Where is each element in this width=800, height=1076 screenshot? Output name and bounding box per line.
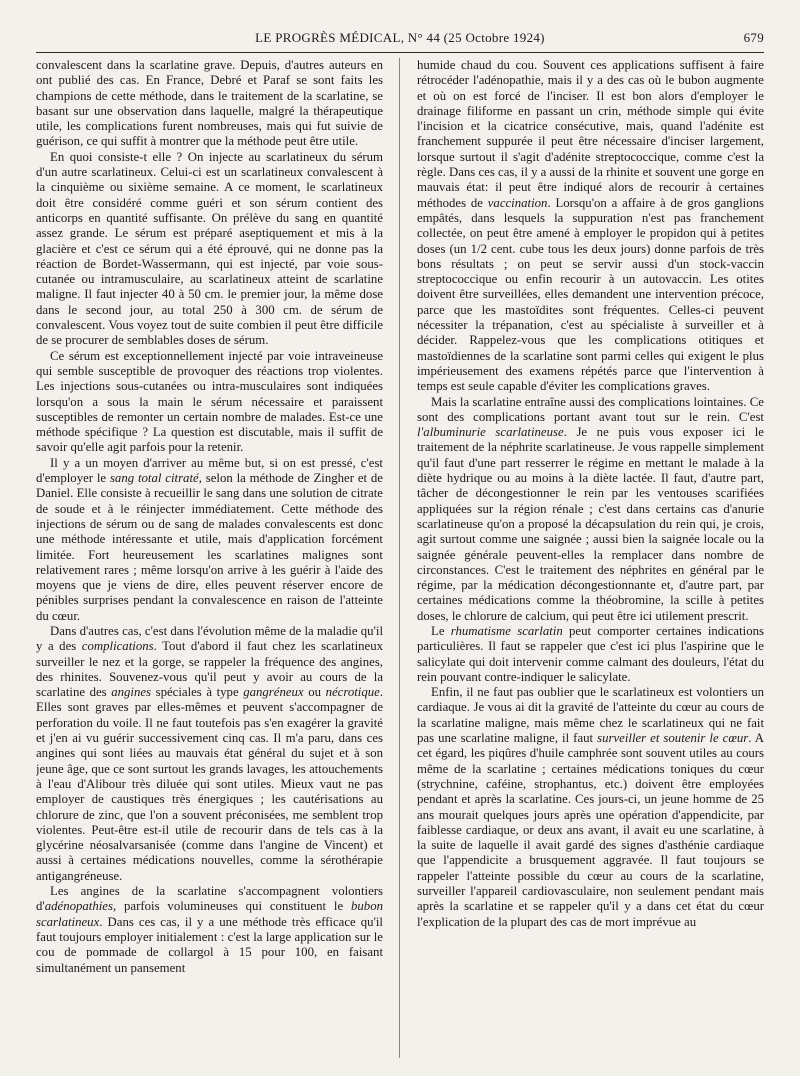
running-title: LE PROGRÈS MÉDICAL, N° 44 (25 Octobre 1924) — [255, 30, 545, 45]
paragraph — [417, 395, 764, 624]
paragraph — [36, 456, 383, 624]
text-run: ou — [303, 685, 326, 700]
text-run: Dans d'autres cas, c'est dans l'évolution même de la maladie qu'il y a des — [36, 623, 383, 654]
text-run: . Je ne puis vous exposer ici le traitement de la néphrite scarlatineuse. Je vous rappelle simplement qu'il faut d'une part resserrer le régime en mettant le malade à la diète hydrique ou au moins à la diète lactée. Il faut, d'autre part, tâcher de décongestionner le rein par les ventouses scarifiées appliquées sur la région rénale ; c'est dans certains cas d'anurie scarlatineuse qu'on a proposé la décapsulation du rein qui, je crois, agit surtout comme une saignée ; aussi bien la saignée locale ou la saignée générale peuvent-elles la remplacer dans nombre de circonstances. C'est le traitement des néphrites en général par le régime, par la médication décongestionnante et, d'autre part, par certaines médications comme la théobromine, la scille à petites doses, le chlorure de calcium, qui peut être ici utilement prescrit. — [417, 425, 764, 623]
italic-text: angines — [111, 685, 152, 700]
page-number: 679 — [743, 30, 764, 45]
text-run: . Dans ces cas, il y a une méthode très efficace qu'il faut toujours employer initialement : c'est la large application sur le cou de pommade de collargol à 15 pour 100, en faisant simultanément un pansement — [36, 914, 383, 975]
text-run: peut comporter certaines indications particulières. Il faut se rappeler que c'est ici plus l'aspirine que le salicylate qui doit intervenir comme calmant des douleurs, l'état du rein pouvant contre-indiquer le salicylate. — [417, 623, 764, 684]
italic-text: adénopathies — [44, 899, 113, 914]
text-run: En quoi consiste-t elle ? On injecte au scarlatineux du sérum d'un autre scarlatineux. Celui-ci est un scarlatineux convalescent à la cinquième ou sixième semaine. A ce moment, le scarlatineux doit être considéré comme guéri et son sérum contient des anticorps en quantité suffisante. On prélève du sang en quantité assez grande. Le sérum est préparé aseptiquement et mis à la glacière et c'est ce sérum qui a été éprouvé, qui ne donne pas la réaction de Bordet-Wassermann, qui est injecté, par voie sous-cutanée ou intramusculaire, au scarlatineux atteint de scarlatine maligne. Il faut injecter 40 à 50 cm. le premier jour, la même dose dans le second jour, au total 250 à 300 cm. de sérum de convalescent. Vous voyez tout de suite combien il peut être difficile de se procurer de semblables doses de sérum. — [36, 149, 383, 348]
italic-text: bubon scarlatineux — [36, 899, 383, 929]
italic-text: nécrotique — [325, 685, 380, 700]
paragraph — [36, 150, 383, 349]
italic-text: vaccination — [487, 195, 548, 210]
paragraph — [36, 624, 383, 884]
text-run: Les angines de la scarlatine s'accompagnent volontiers d' — [36, 884, 383, 914]
paragraph-continued — [36, 58, 383, 150]
text-run: Le — [431, 623, 451, 638]
text-run: . Tout d'abord il faut chez les scarlatineux surveiller le nez et la gorge, se rappeler la fréquence des angines, des rhinites. Souvenez-vous qu'il peut y avoir au cours de la scarlatine des — [36, 639, 383, 700]
column-divider — [399, 58, 400, 1058]
text-run: . Elles sont graves par elles-mêmes et peuvent s'accompagner de perforation du voile. Il ne faut toutefois pas s'en exagérer la gravité et j'en ai vu guérir successivement cinq cas. Il m'a paru, dans ces angines qui sont liées au mauvais état général du sujet et à son jeune âge, que ce sont surtout les grands lavages, les attouchements à l'eau d'Alibour très diluée qui sont utiles. Mieux vaut ne pas employer de caustiques très énergiques ; les cautérisations au chlorure de zinc, que l'on a souvent préconisées, me semblent trop violentes. Peut-être est-il utile de recourir dans de tels cas à la glycérine néosalvarsanisée (comme dans l'angine de Vincent) et aussi à certaines médications nouvelles, comme la sérothérapie antigangréneuse. — [36, 685, 383, 883]
paragraph-continued — [417, 58, 764, 395]
italic-text: surveiller et soutenir le cœur — [597, 731, 749, 746]
italic-text: complications — [81, 639, 154, 654]
italic-text: l'albuminurie scarlatineuse — [417, 425, 564, 440]
paragraph — [417, 624, 764, 685]
left-column — [36, 58, 383, 1064]
text-run: , selon la méthode de Zingher et de Daniel. Elle consiste à recueillir le sang dans une solution de citrate de soude et à le réinjecter immédiatement. Cette méthode des injections de sérum ou de sang de malades convalescents est donc une méthode intéressante et utile, mais d'application forcément limitée. Fort heureusement les scarlatines malignes sont relativement rares ; même lorsqu'on arrive à les guérir à l'aide des moyens que je viens de dire, elles peuvent réserver encore de pénibles surprises pendant la convalescence en raison de l'atteinte du cœur. — [36, 471, 383, 623]
italic-text: rhumatisme scarlatin — [450, 623, 563, 638]
header-rule — [36, 52, 764, 53]
text-run: convalescent dans la scarlatine grave. Depuis, d'autres auteurs en ont publié des cas. En France, Debré et Paraf se sont faits les champions de cette méthode, dans le traitement de la scarlatine, se basant sur une observation dans laquelle, malgré la thérapeutique utile, les complications furent nombreuses, mais qui fut suivie de guérison, ce qui suffit à montrer que la méthode peut être utile. — [36, 58, 383, 149]
italic-text: gangréneux — [243, 685, 304, 700]
text-run: . Lorsqu'on a affaire à de gros ganglions empâtés, dans lesquels la suppuration n'est pas franchement collectée, on peut être amené à employer le propidon qui à petites doses (un 1/2 cent. cube tous les deux jours) donne parfois de très bons résultats ; on peut se servir aussi d'un stock-vaccin streptococcique ou enfin recourir à un autovaccin. Les otites doivent être surveillées, elles demandent une intervention précoce, parce que les mastoïdites sont fréquentes. Celles-ci peuvent nécessiter la trépanation, c'est au spécialiste à surveiller et à décider. Rappelez-vous que les complications otitiques et mastoïdiennes de la scarlatine sont parmi celles qui exigent le plus impérieusement des examens répétés parce que l'intervention à temps est seule capable d'éviter les complications graves. — [417, 195, 764, 394]
text-run: Il y a un moyen d'arriver au même but, si on est pressé, c'est d'employer le — [36, 455, 383, 486]
page-header — [36, 30, 764, 50]
right-column — [417, 58, 764, 1064]
text-run: Ce sérum est exceptionnellement injecté par voie intraveineuse qui semble susceptible de provoquer des réactions trop violentes. Les injections sous-cutanées ou intra-musculaires sont indiquées lorsqu'on a sous la main le sérum nécessaire et paraissent susceptibles de remonter un certain nombre de malades. Est-ce une méthode spécifique ? La question est discutable, mais il suffit de savoir qu'elle agit parfois pour la retenir. — [36, 348, 383, 455]
text-run: , parfois volumineuses qui constituent le — [112, 899, 351, 914]
text-run: humide chaud du cou. Souvent ces applications suffisent à faire rétrocéder l'adénopathie, mais il y a des cas où le bubon augmente et où on est forcé de l'inciser. Il est bon alors d'employer le drainage filiforme en passant un crin, méthode simple qui évite l'incision et la cicatrice consécutive, mais, quand l'adénite est franchement suppurée il peut être nécessaire d'inciser largement, lorsque surtout il s'agit d'adénite streptococcique, comme c'est la règle. Dans ces cas, il y a aussi de la rhinite et souvent une gorge en mauvais état: il peut être indiqué alors de recourir à certaines méthodes de — [417, 58, 764, 210]
italic-text: sang total citraté — [109, 471, 199, 486]
paragraph — [36, 349, 383, 456]
paragraph — [417, 685, 764, 930]
text-run: Mais la scarlatine entraîne aussi des complications lointaines. Ce sont des complications portant avant tout sur le rein. C'est — [417, 394, 764, 424]
text-run: spéciales à type — [151, 685, 244, 700]
text-run: . A cet égard, les piqûres d'huile camphrée sont souvent utiles au cours même de la scarlatine ; certaines médications toniques du cœur (strychnine, caféine, strophantus, etc.) doivent être employées pendant et après la scarlatine. Ces jours-ci, un jeune homme de 25 ans mourait quelques jours après une opération d'appendicite, par faiblesse cardiaque, or deux ans avant, il avait eu une scarlatine, à la suite de laquelle il avait gardé des signes d'asthénie cardiaque que l'appendicite a brusquement aggravée. Il faut toujours se rappeler l'atteinte possible du cœur au cours de la scarlatine, surveiller l'appareil cardiovasculaire, non seulement pendant mais après la scarlatine et se rappeler qu'il y a dans cet état du cœur l'explication de la plupart des cas de mort imprévue au — [417, 731, 764, 929]
paragraph — [36, 884, 383, 976]
text-run: Enfin, il ne faut pas oublier que le scarlatineux est volontiers un cardiaque. Je vous ai dit la gravité de l'atteinte du cœur au cours de la scarlatine maligne, mais même chez le scarlatineux qui ne fait pas une scarlatine maligne, il faut — [417, 685, 764, 746]
